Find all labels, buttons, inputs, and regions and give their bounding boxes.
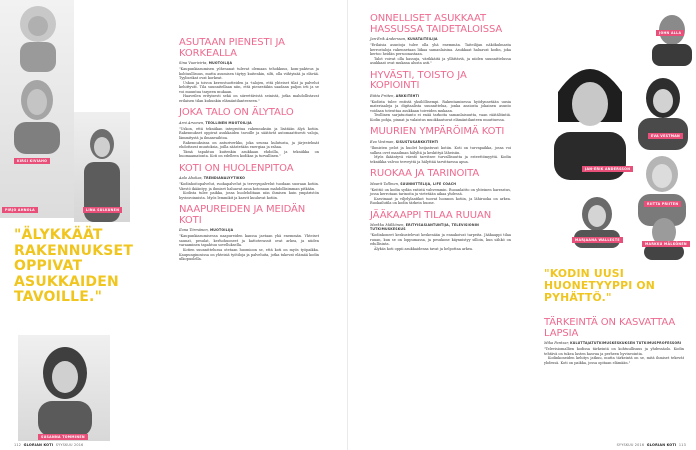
article-hyvasti	[370, 71, 511, 123]
article-naapureiden	[179, 205, 319, 261]
footer-left	[14, 443, 83, 447]
byline-lapsia: Mika Pantzar, KULUTTAJATUTKIMUSKESKUKSEN TUTKIMUSPROFESSORI	[544, 341, 682, 345]
portrait-kiviaho	[8, 2, 68, 72]
left-top-photo-second	[74, 112, 130, 222]
body-jaakaappi: "Kodinkoneet keskustelevat keskenään ja ennakoivat tarpeita. Jääkaappi tilaa ruuan, kun se on loppumassa, ja pesukone käynnistyy silloin, kun sähkö on edullisinta. Älykäs koti oppii asukkaidensa tavat ja helpottaa arkea.	[370, 233, 511, 251]
portrait-ahnola	[4, 72, 70, 154]
article-lapsia	[544, 318, 684, 365]
left-top-photo	[0, 0, 74, 218]
page-number-left: 112	[14, 443, 22, 447]
nametag-walleste: MARJAANA WALLESTE	[572, 237, 623, 243]
issue-left: SYYSKUU 2016	[55, 443, 84, 447]
nametag-vestman: EVA VESTMAN	[648, 133, 683, 139]
title-jaakaappi: JÄÄKAAPPI TILAA RUUAN	[370, 209, 492, 221]
byline-jaakaappi: Markku Mälkönen, ERITYISASIANTUNTIJA, TELEVISIONIN TUTKIMUSKESKUS	[370, 223, 479, 232]
body-muurien: "Ihmisten pelot ja huolet heijastuvat kotiin. Koti on turvapaikka, jossa voi sulkea ovet maailman hälyltä ja keskittyä läheisiin. Myös ikääntyvä väestö tarvitsee turvallisuutta ja esteettömyyttä. Kodin tekniikka valvoo terveyttä ja hälyttää tarvittaessa apua.	[370, 145, 511, 164]
byline-muurien: Eva Vestman, SISUSTUSARKKITEHTI	[370, 139, 439, 144]
title-asutaan: ASUTAAN PIENESTI JA KORKEALLA	[179, 37, 285, 59]
body-asutaan: "Kaupunkiasumisen yöhesanat tulevat olemaan tehokkuus, kom-pakteus ja kohtuullisuus, mutta asumisen täytyy kuitenkin, silti, olla viihtyisää ja elävää. Tyyliseikat ovat korkeat. Uskon ja toivon kerrostuotteiden ja -talojen, että yhteiset tilat ja palvelut kehittyvät. Tila suunnitellaan niin, että pienestäkin saadaan paljon irti ja se voi muuntua tarpeen mukaan. Haaveilen erityisesti sekä on siirrettävistä seinistä, jotka mahdollistavat erilaisen tilan kuhunkin elämäntilanteeseen."	[179, 67, 319, 103]
nametag-sulkunen: LINA SULKUNEN	[83, 207, 122, 213]
magazine-name-left: GLORIAN KOTI	[23, 443, 54, 447]
body-onnelliset: "Erilaisia asuntoja tulee olla yhä enemmän. Taiteilijan näkökulmasta kerrostaloja rakennetaan liikaa samanlaisina. Asukkaat haluavat kodin, joka kertoo heidän persoonastaan. Talot voivat olla hassuja, värikkäitä ja yllättäviä, ja niiden suunnittelussa asukkaat ovat mukana alusta asti."	[370, 43, 511, 66]
body-hyvasti: "Kodista tulee entistä yksilöllisempi. Rakentamisessa hyödynnetään uusia materiaaleja ja digitaalista suunnittelua, jonka ansiosta jokainen asunto voidaan toteuttaa asukkaan toiveiden mukaan. Teollinen sarjatuotanto ei enää tarkoita samanlaisuutta, vaan räätälöintiä. Kodin pohja, pinnat ja valaistus muokkautuvat elämäntilanteen muuttuessa.	[370, 99, 511, 122]
title-naapureiden: NAAPUREIDEN JA MEIDÄN KOTI	[179, 204, 306, 226]
article-huolenpito	[179, 164, 319, 201]
body-lapsia: "Televisiomallien kodissa tärkeintä on kohtuullisuus ja yhdessäolo. Kodin tehtävä on tukea lasten kasvua ja perheen hyvinvointia. Kodinkoneiden kehitys jatkuu, mutta tärkeintä on se, mitä ihmiset tekevät yhdessä. Koti on paikka, jossa opitaan elämään."	[544, 347, 684, 365]
nametag-malkonen: MARKKU MÄLKÖNEN	[642, 241, 690, 247]
left-bottom-photo	[18, 335, 110, 441]
nametag-tomminen: SUSANNA TOMMINEN	[38, 434, 88, 440]
portrait-tomminen	[30, 341, 100, 437]
byline-onnelliset: Jan-Erik Andersson, KUVATAITEILIJA	[370, 37, 438, 41]
portrait-alla	[648, 10, 696, 66]
nametag-andersson: JAN-ERIK ANDERSSON	[582, 166, 633, 172]
portrait-andersson	[548, 52, 632, 180]
magazine-name-right: GLORIAN KOTI	[646, 443, 677, 447]
article-muurien	[370, 127, 511, 164]
nametag-alla: JOHN ALLA	[656, 30, 684, 36]
column-2	[370, 14, 511, 257]
title-ruokaa: RUOKAA JA TARINOITA	[370, 168, 480, 180]
column-3	[544, 318, 684, 370]
byline-hyvasti: Riitta Priiten, ARKKITEHTI	[370, 93, 420, 98]
article-onnelliset	[370, 14, 511, 66]
byline-asutaan: Sina Vuorivirta, MUOTOILIJA	[179, 61, 233, 65]
issue-right: SYYSKUU 2016	[616, 443, 645, 447]
footer-right	[617, 443, 686, 447]
column-1	[179, 38, 319, 267]
nametag-kiviaho: KIRSI KIVIAHO	[14, 158, 50, 164]
page-number-right: 113	[678, 443, 686, 447]
title-onnelliset: ONNELLISET ASUKKAAT HASSUSSA TAIDETALOISSA	[370, 13, 503, 35]
byline-huolenpito: Aalo Ahokas, TRENDIANALYYTIKKO	[179, 176, 246, 181]
portrait-malkonen	[638, 214, 690, 260]
title-lapsia: TÄRKEINTÄ ON KASVATTAA LAPSIA	[544, 317, 676, 339]
nametag-priiten: RIITTA PRIITEN	[644, 201, 681, 207]
article-alytalo	[179, 108, 319, 158]
article-asutaan	[179, 38, 319, 103]
body-huolenpito: "Kodinhoitopalvelut, ruokapalvelut ja terveyspalvelut tuodaan suoraan kotiin. Väestö ikääntyy, ja ihmiset haluavat asua kotonaan mahdollisimman pitkään. Kodista tulee paikka, jossa huolehditaan niin ihmisen kuin ympäristön hyvinvoinnista. Myös lemmikit ja kasvit kuuluvat kotiin.	[179, 182, 319, 200]
right-photo-cluster	[538, 0, 696, 262]
right-page	[348, 0, 696, 450]
byline-ruokaa: Maarit Tallinen, SUUNNITTELIJA, LIFE COACH	[370, 181, 457, 186]
nametag-ahnola: PIRJO AHNOLA	[2, 207, 38, 213]
byline-alytalo: Arni Arvonen, TEOLLINEN MUOTOILIJA	[179, 120, 252, 125]
title-hyvasti: HYVÄSTI, TOISTO JA KOPIOINTI	[370, 69, 467, 92]
body-naapureiden: "Kaupunkiasumisessa naapureiden kanssa jaetaan yhä enemmän. Yhteiset saunat, pesulat, kerhohuoneet ja kattoterassit ovat arkea, ja niiden varaaminen tapahtuu sovelluksella. Kotien suunnittelussa otetaan huomioon se, että koti on myös työpaikka. Kaupunginosissa on yhteisiä työtiloja ja palveluita, jotka tukevat elämää kodin ulkopuolella.	[179, 234, 319, 262]
title-huolenpito: KOTI ON HUOLENPITOA	[179, 162, 294, 174]
byline-naapureiden: Ilona Törmänen, MUOTOILIJA	[179, 228, 234, 233]
body-alytalo: "Uskon, että tekniikan integroitua rakennuksiin ja lisätään älyä kotiin. Rakennukset oppivat asukkaiden tavoille ja säätävät automaattisesti valoja, lämmitystä ja ilmanvaihtoa. Rakennuksissa on anturiverkko, joka seuraa kulutusta, ja järjestelmät ehdottavat muutoksia, joilla säästetään energiaa ja rahaa. Tämä tapahtuu kuitenkin asukkaan ehdoilla, ja tekniikka on huomaamatonta. Koti on edelleen kodikas ja turvallinen."	[179, 126, 319, 159]
left-pull-quote: "ÄLYKKÄÄT RAKENNUKSET OPPIVAT ASUKKAIDEN TAVOILLE."	[14, 227, 134, 305]
body-ruokaa: "Keittiö on kodin sydän entistä vahvemmin. Ruoanlaitto on yhteinen harrastus, jossa kerrotaan tarinoita ja vietetään aikaa yhdessä. Kasvimaat ja viljelylaatikot tuovat luonnon kotiin, ja lähiruoka on arkea. Ruokailutila on kodin tärkein huone.	[370, 187, 511, 206]
article-jaakaappi	[370, 211, 511, 252]
title-alytalo: JOKA TALO ON ÄLYTALO	[179, 107, 294, 119]
right-pull-quote: "KODIN UUSI HUONETYYPPI ON PYHÄTTÖ."	[544, 267, 656, 304]
article-ruokaa	[370, 169, 511, 206]
title-muurien: MUURIEN YMPÄRÖIMÄ KOTI	[370, 126, 505, 138]
